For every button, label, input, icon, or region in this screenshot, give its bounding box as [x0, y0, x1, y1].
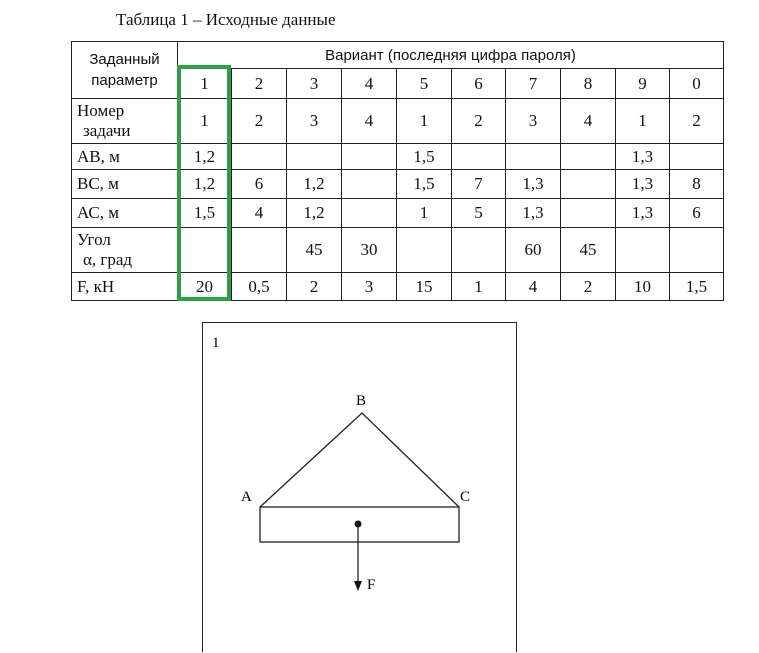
value-cell: 6 — [232, 170, 287, 199]
value-cell: 1,3 — [506, 199, 561, 228]
value-cell: 30 — [342, 228, 397, 273]
value-cell: 45 — [287, 228, 342, 273]
variant-number-cell: 1 — [178, 69, 232, 99]
value-cell: 2 — [287, 273, 342, 301]
value-cell — [232, 228, 287, 273]
point-a-label: A — [241, 489, 252, 505]
value-cell: 2 — [561, 273, 616, 301]
value-cell: 1,5 — [178, 199, 232, 228]
value-cell: 7 — [452, 170, 506, 199]
value-cell — [616, 228, 670, 273]
value-cell: 1,3 — [616, 199, 670, 228]
value-cell — [670, 144, 724, 170]
value-cell: 4 — [342, 99, 397, 144]
value-cell: 4 — [232, 199, 287, 228]
value-cell: 1,5 — [397, 170, 452, 199]
variant-number-cell: 6 — [452, 69, 506, 99]
value-cell: 1,3 — [616, 144, 670, 170]
param-label-cell — [72, 199, 178, 228]
value-cell: 1,2 — [287, 170, 342, 199]
value-cell: 1,3 — [506, 170, 561, 199]
truss-diagram — [203, 323, 518, 653]
value-cell: 2 — [670, 99, 724, 144]
param-label-line2: α, град — [83, 250, 133, 269]
table-row — [72, 99, 724, 144]
value-cell: 1,2 — [178, 170, 232, 199]
value-cell: 1,3 — [616, 170, 670, 199]
value-cell: 2 — [452, 99, 506, 144]
value-cell: 1,5 — [670, 273, 724, 301]
value-cell — [232, 144, 287, 170]
param-header-line1: Заданный — [89, 51, 160, 68]
value-cell: 1,2 — [287, 199, 342, 228]
table-row — [72, 273, 724, 301]
table-row — [72, 144, 724, 170]
variant-number-cell: 4 — [342, 69, 397, 99]
param-label-cell — [72, 273, 178, 301]
variant-number-cell: 8 — [561, 69, 616, 99]
value-cell: 3 — [506, 99, 561, 144]
variant-number-cell: 0 — [670, 69, 724, 99]
variant-number-cell: 5 — [397, 69, 452, 99]
value-cell — [452, 228, 506, 273]
value-cell: 20 — [178, 273, 232, 301]
variant-number-cell: 3 — [287, 69, 342, 99]
param-label-line1: Угол — [77, 230, 111, 249]
variant-number-cell: 2 — [232, 69, 287, 99]
param-label-line1: АС, м — [77, 203, 120, 222]
variant-header: Вариант (последняя цифра пароля) — [178, 42, 724, 69]
value-cell: 10 — [616, 273, 670, 301]
param-label-line2: задачи — [83, 121, 131, 140]
param-header-line2: параметр — [91, 72, 158, 89]
value-cell — [670, 228, 724, 273]
param-label-line1: F, кН — [77, 276, 115, 296]
value-cell: 1 — [616, 99, 670, 144]
value-cell: 1,5 — [397, 144, 452, 170]
variant-number-cell: 9 — [616, 69, 670, 99]
point-c-label: C — [460, 489, 471, 505]
value-cell: 1,2 — [178, 144, 232, 170]
value-cell — [561, 144, 616, 170]
variant-number-cell: 7 — [506, 69, 561, 99]
param-label-cell — [72, 144, 178, 170]
value-cell — [342, 199, 397, 228]
value-cell: 6 — [670, 199, 724, 228]
value-cell — [397, 228, 452, 273]
value-cell — [506, 144, 561, 170]
value-cell: 8 — [670, 170, 724, 199]
param-label-cell — [72, 228, 178, 273]
value-cell: 15 — [397, 273, 452, 301]
value-cell: 3 — [287, 99, 342, 144]
figure-panel — [202, 322, 517, 652]
value-cell: 3 — [342, 273, 397, 301]
table-row — [72, 199, 724, 228]
value-cell: 0,5 — [232, 273, 287, 301]
value-cell — [287, 144, 342, 170]
point-b-label: B — [356, 393, 367, 409]
value-cell: 1 — [397, 199, 452, 228]
table-row — [72, 170, 724, 199]
table-caption: Таблица 1 – Исходные данные — [116, 10, 336, 29]
value-cell — [342, 170, 397, 199]
value-cell: 60 — [506, 228, 561, 273]
param-label-cell — [72, 170, 178, 199]
source-data-table — [71, 41, 724, 301]
value-cell — [452, 144, 506, 170]
force-label: F — [367, 577, 376, 593]
value-cell: 4 — [561, 99, 616, 144]
param-label-line1: АВ, м — [77, 146, 120, 166]
value-cell: 2 — [232, 99, 287, 144]
value-cell — [178, 228, 232, 273]
value-cell: 1 — [452, 273, 506, 301]
figure-number: 1 — [212, 335, 220, 351]
value-cell — [561, 199, 616, 228]
value-cell: 45 — [561, 228, 616, 273]
param-label-line1: ВС, м — [77, 174, 119, 193]
force-arrow-head — [354, 581, 362, 591]
table-row — [72, 228, 724, 273]
value-cell: 4 — [506, 273, 561, 301]
truss-rods — [260, 413, 459, 507]
param-label-cell — [72, 99, 178, 144]
param-header-cell — [72, 42, 178, 99]
value-cell: 1 — [178, 99, 232, 144]
value-cell — [561, 170, 616, 199]
value-cell: 1 — [397, 99, 452, 144]
value-cell: 5 — [452, 199, 506, 228]
value-cell — [342, 144, 397, 170]
param-label-line1: Номер — [77, 101, 125, 120]
